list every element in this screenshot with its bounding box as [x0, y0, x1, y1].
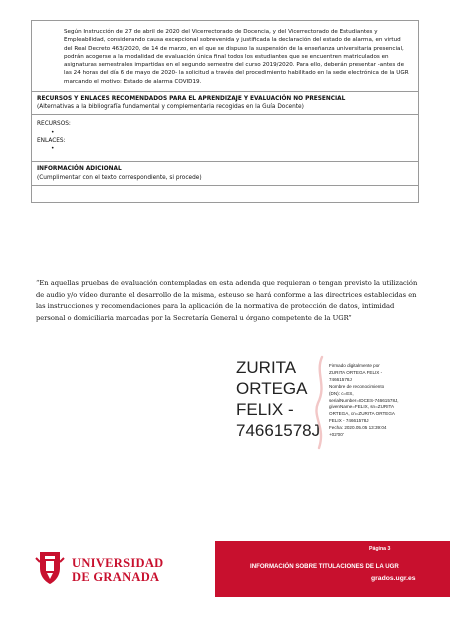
enlaces-label: ENLACES: — [37, 137, 66, 144]
recursos-bullet — [37, 129, 414, 137]
recursos-label: RECURSOS: — [37, 121, 71, 128]
signature-name: ZURITA ORTEGA FELIX - 74661578J — [236, 358, 321, 440]
enlaces-bullet — [37, 145, 414, 153]
additional-content-row — [32, 185, 418, 202]
privacy-quote: “En aquellas pruebas de evaluación contempladas en esta adenda que requieran o tengan previsto la utilización de audio y/o vídeo durante el desarrollo de la misma, esteuso se hará conforme a las directrices establecidas en las instrucciones y recomendaciones para la aplicación de la normativa de protección de datos, intimidad personal o domiciliaria marcadas por la Secretaría General u órgano competente de la UGR” — [36, 279, 418, 322]
signature-stroke-icon — [313, 355, 329, 450]
additional-title: INFORMACIÓN ADICIONAL — [37, 166, 122, 173]
evaluation-notice-row — [32, 21, 418, 91]
titulaciones-info: INFORMACIÓN SOBRE TITULACIONES DE LA UGR — [250, 563, 399, 570]
resources-subtitle: (Alternativas a la bibliografía fundamental y complementaria recogidas en la Guía Docente) — [37, 104, 304, 111]
resources-list-row — [32, 114, 418, 161]
additional-subtitle: (Cumplimentar con el texto correspondiente, si procede) — [37, 174, 202, 181]
adenda-table — [31, 20, 419, 203]
website-link[interactable]: grados.ugr.es — [371, 575, 416, 582]
resources-title: RECURSOS Y ENLACES RECOMENDADOS PARA EL APRENDIZAJE Y EVALUACIÓN NO PRESENCIAL — [37, 96, 346, 103]
university-crest-icon — [34, 548, 66, 586]
page-number: Página 3 — [369, 546, 391, 552]
university-name: UNIVERSIDAD DE GRANADA — [72, 556, 164, 584]
additional-content-empty — [32, 186, 418, 202]
signature-details: Firmado digitalmente por ZURITA ORTEGA FELIX - 74661578J Nombre de reconocimiento (DN): c=ES, serialNumber=IDCES-74661578J, givenName=FELIX, sn=ZURITA ORTEGA, cn=ZURITA ORTEGA FELIX - 74661578J Fecha: 2020.05.05 13:39:04 +02'00' — [329, 363, 399, 438]
resources-header-row — [32, 91, 418, 114]
evaluation-notice-text: Según Instrucción de 27 de abril de 2020 del Vicerrectorado de Docencia, y del Vicerrectorado de Estudiantes y Empleabilidad, considerando causa excepcional sobrevenida y justificada la declaración del estado de alarma, en virtud del Real Decreto 463/2020, de 14 de marzo, en el que se dispuso la suspensión de la enseñanza universitaria presencial, podrán acogerse a la modalidad de evaluación única final todos los estudiantes que se encuentren matriculados en asignaturas semestrales impartidas en el segundo semestre del curso 2019/2020. Para ello, deberán presentar -antes de las 24 horas del día 6 de mayo de 2020- la solicitud a través del procedimiento habilitado en la sede electrónica de la UGR marcando el motivo: Estado de alarma COVID19. — [64, 29, 409, 85]
additional-header-row — [32, 161, 418, 184]
